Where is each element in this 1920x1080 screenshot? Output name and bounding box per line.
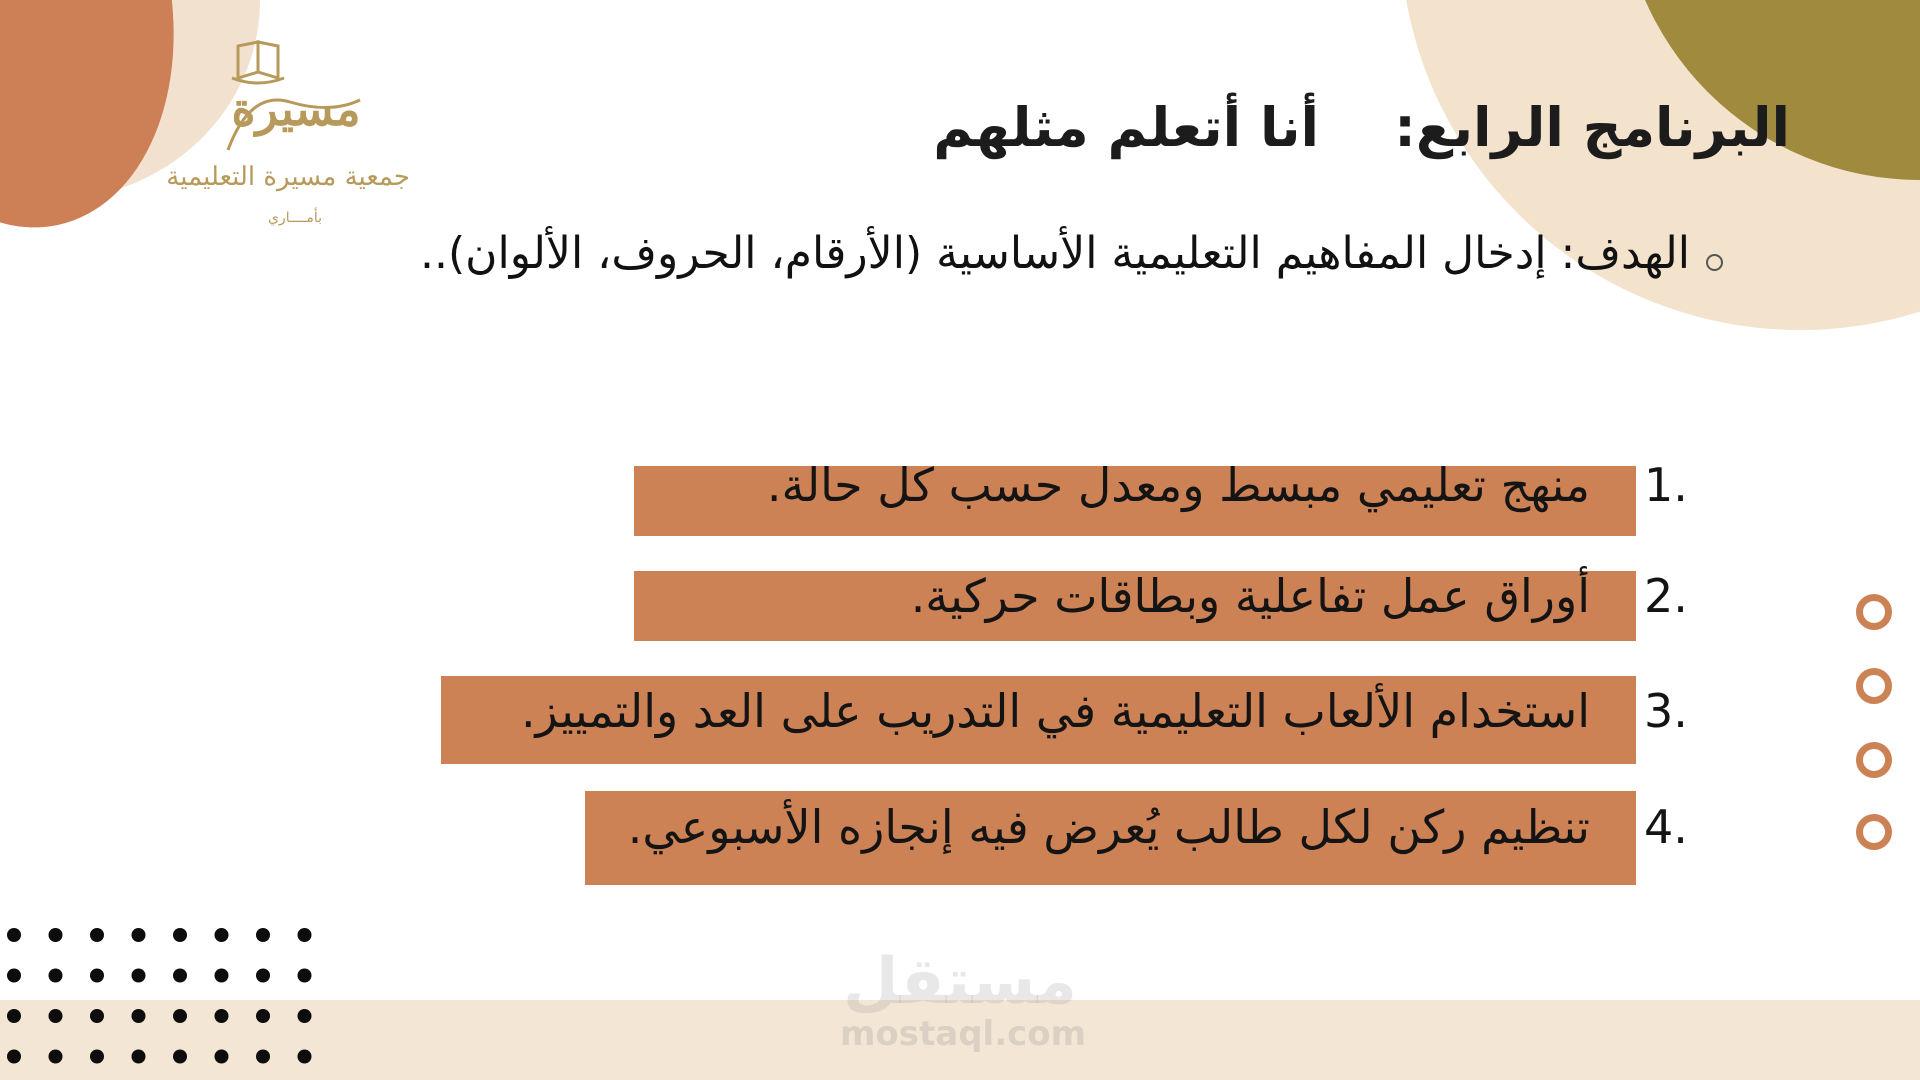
ring-icon [1856, 742, 1892, 778]
decorative-dot [49, 928, 63, 942]
decorative-dot [173, 1050, 187, 1064]
decorative-dot [256, 1050, 270, 1064]
decorative-dot [215, 928, 229, 942]
decorative-dot [256, 1009, 270, 1023]
list-item-number: 3. [1644, 684, 1688, 738]
decorative-dot [49, 1009, 63, 1023]
decorative-dot [298, 1009, 312, 1023]
decorative-dot [215, 969, 229, 983]
decorative-dot [173, 969, 187, 983]
decorative-dot [132, 1050, 146, 1064]
list-item-text: منهج تعليمي مبسط ومعدل حسب كل حالة. [766, 458, 1590, 512]
list-item-text: تنظيم ركن لكل طالب يُعرض فيه إنجازه الأسبوعي. [627, 800, 1590, 854]
watermark-arabic: مستقل [842, 945, 1078, 1019]
decorative-dot [90, 969, 104, 983]
decorative-dot [298, 969, 312, 983]
decorative-dot [90, 1009, 104, 1023]
decorative-dot [7, 969, 21, 983]
decorative-dot [298, 1050, 312, 1064]
decorative-dot [256, 928, 270, 942]
ring-icon [1856, 668, 1892, 704]
logo-org-name: جمعية مسيرة التعليمية [166, 162, 410, 192]
decorative-dot [49, 969, 63, 983]
decorative-dot [7, 1050, 21, 1064]
decorative-dot [256, 969, 270, 983]
decorative-dot [298, 928, 312, 942]
ring-icon [1856, 594, 1892, 630]
watermark-url: mostaql.com [840, 1014, 1087, 1054]
list-item-number: 1. [1644, 458, 1688, 512]
decorative-dot [215, 1050, 229, 1064]
logo-brand: مسيرة [231, 82, 361, 136]
logo-location: بأمــــاري [267, 210, 323, 226]
goal-bullet-icon [1706, 254, 1723, 271]
ring-icon [1856, 814, 1892, 850]
decorative-dot [215, 1009, 229, 1023]
decorative-dot [173, 1009, 187, 1023]
list-item-number: 4. [1644, 800, 1688, 854]
list-item-number: 2. [1644, 569, 1688, 623]
list-item-text: استخدام الألعاب التعليمية في التدريب على العد والتمييز. [520, 684, 1590, 738]
organization-logo [166, 30, 410, 240]
decorative-dot [7, 1009, 21, 1023]
decorative-dot [7, 928, 21, 942]
slide-title: البرنامج الرابع: أنا أتعلم مثلهم [933, 96, 1790, 159]
decorative-dot [173, 928, 187, 942]
decorative-dot [132, 969, 146, 983]
decorative-dot [132, 1009, 146, 1023]
decorative-dot [90, 928, 104, 942]
open-book-icon [232, 42, 284, 83]
decorative-dot [49, 1050, 63, 1064]
goal-text: الهدف: إدخال المفاهيم التعليمية الأساسية (الأرقام، الحروف، الألوان).. [420, 228, 1690, 279]
list-item-text: أوراق عمل تفاعلية وبطاقات حركية. [910, 569, 1590, 623]
dot-grid-decoration [0, 918, 320, 1080]
decorative-dot [132, 928, 146, 942]
decorative-dot [90, 1050, 104, 1064]
